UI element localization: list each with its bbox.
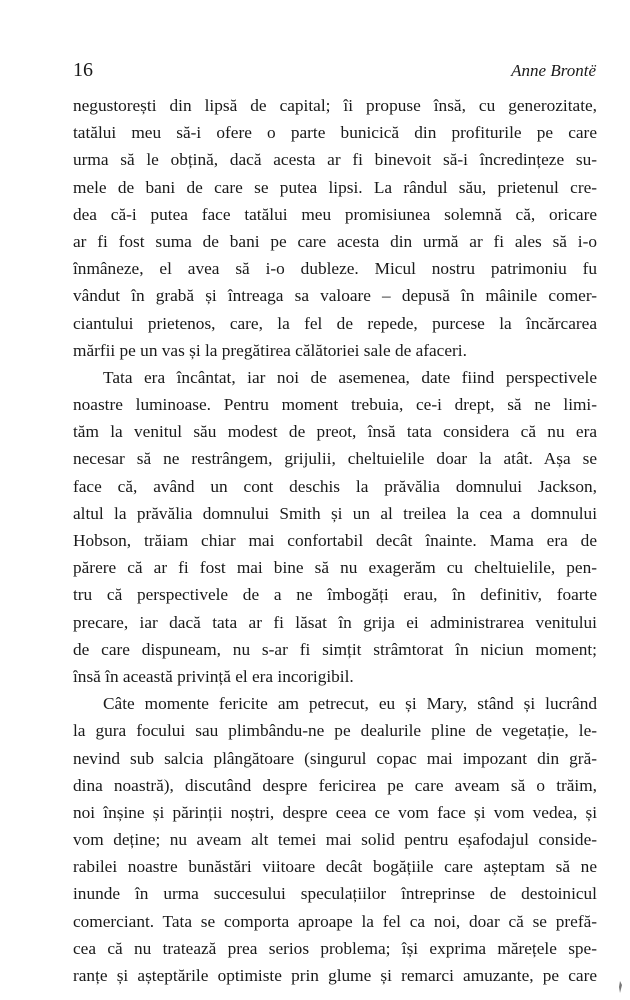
text-line: rabilei noastre bunăstări viitoare decât bogățiile care așteptam să ne (73, 857, 597, 877)
text-line: dea că-i putea face tatălui meu promisiunea solemnă că, oricare (73, 204, 597, 224)
text-line: necesar să ne restrângem, grijulii, cheltuielile doar la atât. Așa se (73, 449, 597, 469)
text-line: urma să le obțină, dacă acesta ar fi binevoit să-i încredințeze su- (73, 150, 597, 170)
text-line: noastre luminoase. Pentru moment trebuia, ce-i drept, să ne limi- (73, 395, 597, 415)
text-line: tru că perspectivele de a ne îmbogăți erau, în definitiv, foarte (73, 585, 597, 605)
text-line: Câte momente fericite am petrecut, eu și Mary, stând și lucrând (103, 694, 597, 714)
text-line: vândut în grabă și întreaga sa valoare – depusă în mâinile comer- (73, 286, 597, 306)
paragraph (73, 364, 597, 690)
text-line: precare, iar dacă tata ar fi lăsat în grija ei administrarea venitului (73, 612, 597, 632)
text-line: tăm la venitul său modest de preot, însă tata considera că nu era (73, 422, 597, 442)
text-line: la gura focului sau plimbându-ne pe dealurile pline de vegetație, le- (73, 721, 597, 741)
text-line: ar fi fost suma de bani pe care acesta din urmă ar fi ales să i-o (73, 231, 597, 251)
text-line: însă în această privință el era incorigibil. (73, 666, 354, 686)
text-line: mărfii pe un vas și la pregătirea călătoriei sale de afaceri. (73, 340, 467, 360)
text-line: altul la prăvălia domnului Smith și un al treilea la cea a domnului (73, 503, 597, 523)
running-head-author: Anne Brontë (511, 61, 596, 80)
text-line: Tata era încântat, iar noi de asemenea, date fiind perspectivele (103, 367, 597, 387)
text-line: negustorești din lipsă de capital; îi propuse însă, cu generozitate, (73, 96, 597, 115)
text-line: dina noastră), discutând despre fericirea pe care aveam să o trăim, (73, 775, 597, 795)
scan-speck-mark (616, 980, 624, 994)
text-line: înmâneze, el avea să i-o dubleze. Micul nostru patrimoniu fu (73, 259, 597, 279)
text-line: face că, având un cont deschis la prăvălia domnului Jackson, (73, 476, 597, 496)
text-line: cea că nu tratează prea serios problema; își exprima mărețele spe- (73, 938, 597, 958)
text-line: ranțe și așteptările optimiste prin glume și remarci amuzante, pe care (73, 966, 597, 985)
paragraph (73, 92, 597, 364)
text-line: mele de bani de care se putea lipsi. La rândul său, prietenul cre- (73, 177, 597, 197)
text-line: ciantului prietenos, care, la fel de repede, purcese la încărcarea (73, 313, 597, 333)
paragraph (73, 690, 597, 989)
text-line: părere că ar fi fost mai bine să nu exagerăm cu cheltuielile, pen- (73, 558, 597, 578)
text-line: tatălui meu să-i ofere o parte bunicică din profiturile pe care (73, 123, 597, 143)
text-line: nevind sub salcia plângătoare (singurul copac mai impozant din gră- (73, 748, 597, 768)
body-text (73, 92, 597, 989)
text-line: de care dispuneam, nu s-ar fi simțit strâmtorat în niciun moment; (73, 639, 597, 659)
text-line: comerciant. Tata se comporta aproape la fel ca noi, doar că se prefă- (73, 911, 597, 931)
text-line: noi înșine și părinții noștri, despre ceea ce vom face și vom vedea, și (73, 802, 597, 822)
text-line: Hobson, trăiam chiar mai confortabil decât înainte. Mama era de (73, 531, 597, 550)
text-line: inunde în urma succesului speculațiilor întreprinse de destoinicul (73, 884, 597, 904)
text-line: vom deține; nu aveam alt temei mai solid pentru eșafodajul conside- (73, 830, 597, 850)
page-number: 16 (73, 59, 93, 81)
